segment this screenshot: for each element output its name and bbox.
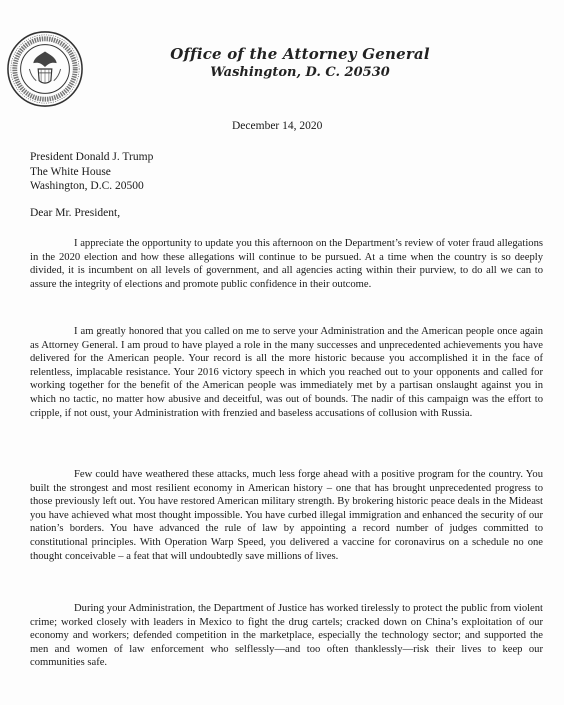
paragraph-1-text: I appreciate the opportunity to update you this afternoon on the Department’s review of voter fraud allegations in the 2020 election and how these allegations will continue to be pursued. At a time when the country is so deeply divided, it is incumbent on all levels of government, and all agencies acting within their purview, to do all we can to assure the integrity of elections and promote public confidence in their outcome. (30, 238, 543, 290)
paragraph-3-text: Few could have weathered these attacks, much less forge ahead with a positive program for the country. You built the strongest and most resilient economy in American history – one that has brought unprecedented progress to those previously left out. You have restored American military strength. By brokering historic peace deals in the Mideast you have achieved what most thought impossible. You have curbed illegal immigration and enhanced the security of our nation’s borders. You have advanced the rule of law by appointing a record number of judges committed to constitutional principles. With Operation Warp Speed, you delivered a vaccine for coronavirus on a schedule no one thought conceivable – a feat that will undoubtedly save millions of lives. (30, 469, 543, 562)
letterhead-office: Office of the Attorney General (170, 45, 430, 63)
paragraph-2 (30, 325, 543, 420)
letterhead (150, 45, 450, 80)
recipient-address (30, 150, 153, 194)
paragraph-3 (30, 468, 543, 563)
recipient-city: Washington, D.C. 20500 (30, 180, 144, 192)
salutation: Dear Mr. President, (30, 207, 121, 219)
paragraph-4-text: During your Administration, the Department of Justice has worked tirelessly to protect the public from violent crime; worked closely with leaders in Mexico to fight the drug cartels; cracked down on China’s exploitation of our economy and workers; defended competition in the marketplace, especially the technology sector; and supported the men and women of law enforcement who selflessly—and too often thanklessly—risk their lives to keep our communities safe. (30, 603, 543, 669)
paragraph-1 (30, 237, 543, 291)
letter-date: December 14, 2020 (232, 120, 323, 132)
letterhead-city: Washington, D. C. 20530 (210, 65, 390, 80)
recipient-organization: The White House (30, 165, 111, 178)
paragraph-4 (30, 602, 543, 670)
department-seal-icon (6, 30, 84, 108)
recipient-name: President Donald J. Trump (30, 151, 154, 163)
paragraph-2-text: I am greatly honored that you called on me to serve your Administration and the American people once again as Attorney General. I am proud to have played a role in the many successes and unprecedented achievements you have delivered for the American people. Your record is all the more historic because you accomplished it in the face of relentless, implacable resistance. Your 2016 victory speech in which you reached out to your opponents and called for working together for the benefit of the American people was immediately met by a partisan onslaught against you in which no tactic, no matter how abusive and deceitful, was out of bounds. The nadir of this campaign was the effort to cripple, if not oust, your Administration with frenzied and baseless accusations of collusion with Russia. (30, 326, 543, 419)
